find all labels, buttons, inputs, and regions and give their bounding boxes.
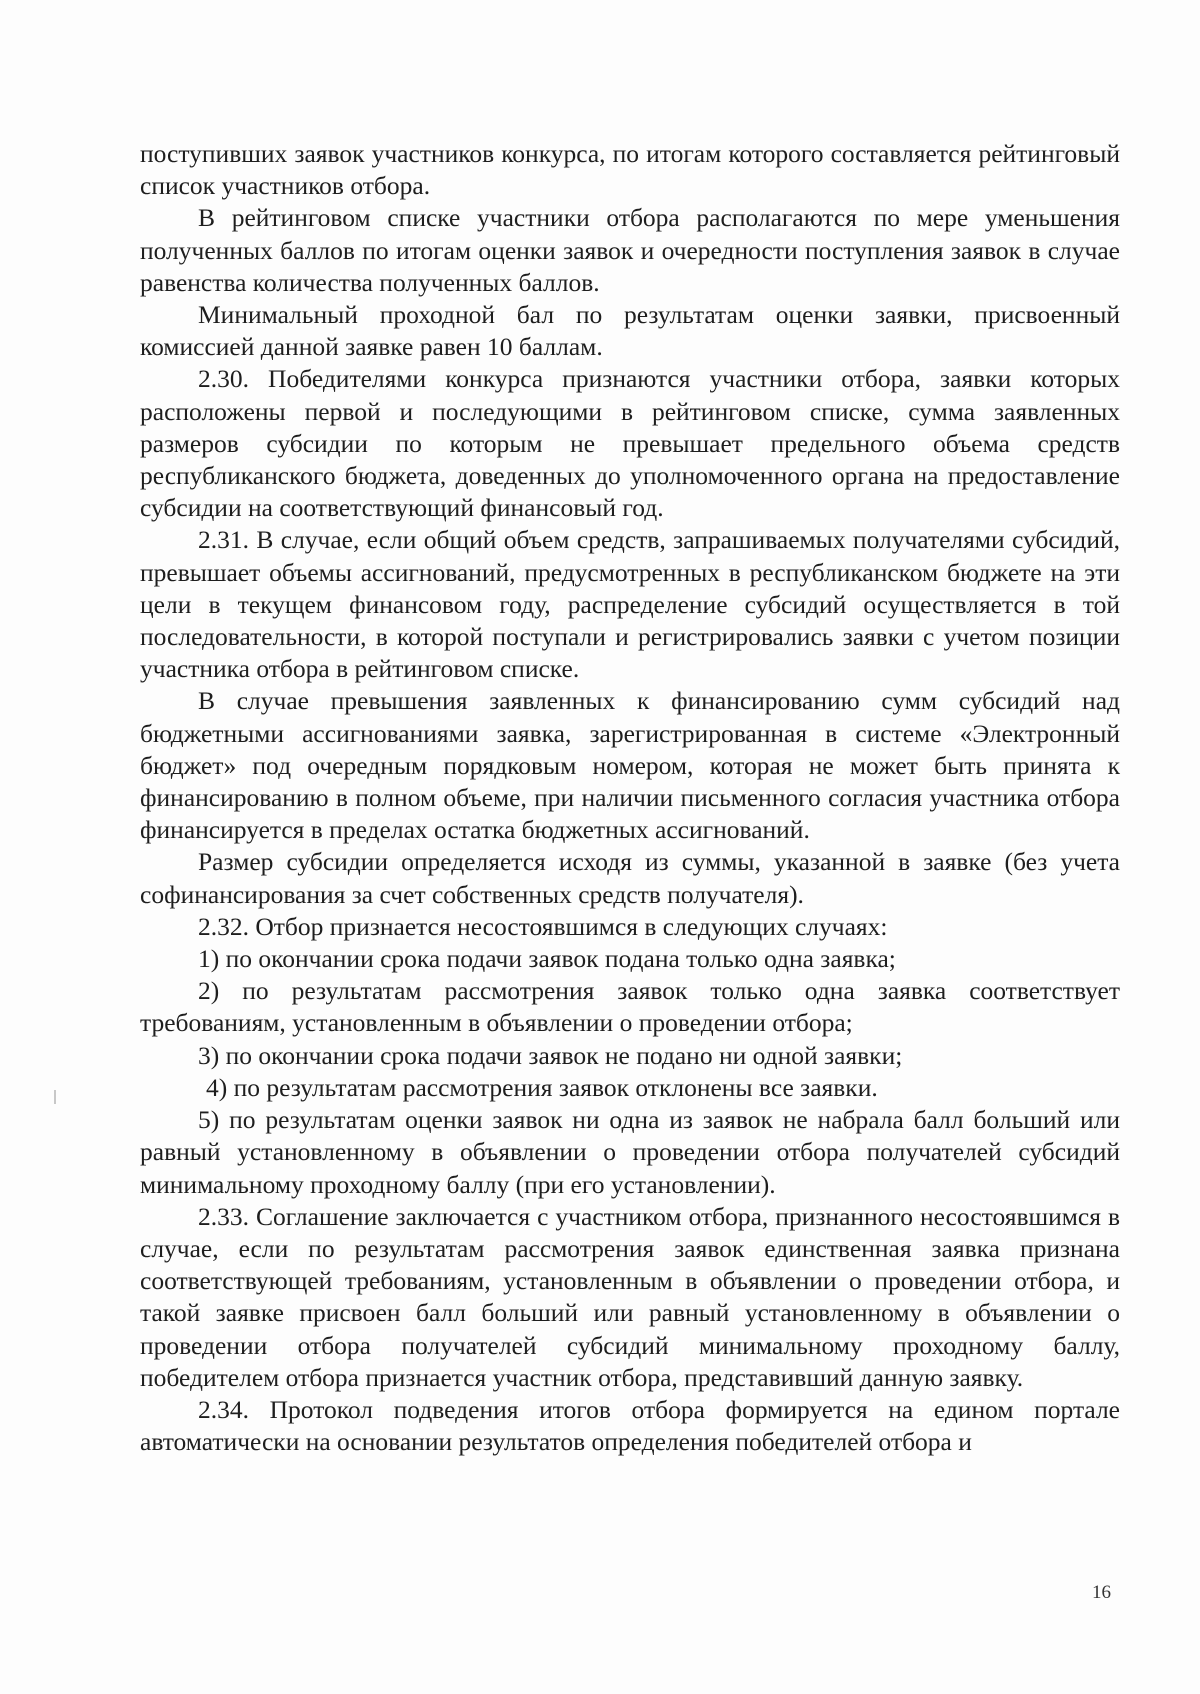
paragraph-2-33: 2.33. Соглашение заключается с участником отбора, признанного несостоявшимся в случае, если по результатам рассмотрения заявок единственная заявка признана соответствующей требованиям, установленным в объявлении о проведении отбора, и такой заявке присвоен балл больший или равный установленному в объявлении о проведении отбора получателей субсидий минимальному проходному баллу, победителем отбора признается участник отбора, представивший данную заявку. [140,1201,1120,1392]
paragraph-2-30: 2.30. Победителями конкурса признаются участники отбора, заявки которых расположены первой и последующими в рейтинговом списке, сумма заявленных размеров субсидии по которым не превышает предельного объема средств республиканского бюджета, доведенных до уполномоченного органа на предоставление субсидии на соответствующий финансовый год. [140,364,1120,523]
page-number: 16 [1092,1582,1111,1603]
list-item-4: 4) по результатам рассмотрения заявок отклонены все заявки. [206,1072,878,1102]
document-body [140,138,1120,1458]
paragraph-rating-order: В рейтинговом списке участники отбора располагаются по мере уменьшения полученных баллов по итогам оценки заявок и очередности поступления заявок в случае равенства количества полученных баллов. [140,203,1120,297]
list-item-3: 3) по окончании срока подачи заявок не подано ни одной заявки; [198,1040,903,1070]
paragraph-2-32: 2.32. Отбор признается несостоявшимся в следующих случаях: [198,911,888,941]
paragraph-2-31: 2.31. В случае, если общий объем средств, запрашиваемых получателями субсидий, превышает объемы ассигнований, предусмотренных в республиканском бюджете на эти цели в текущем финансовом году, распределение субсидий осуществляется в той последовательности, в которой поступали и регистрировались заявки с учетом позиции участника отбора в рейтинговом списке. [140,525,1120,684]
paragraph-minimum-score: Минимальный проходной бал по результатам оценки заявки, присвоенный комиссией данной заявке равен 10 баллам. [140,300,1120,362]
paragraph-continuation: поступивших заявок участников конкурса, по итогам которого составляется рейтинговый список участников отбора. [140,139,1120,201]
paragraph-subsidy-size: Размер субсидии определяется исходя из суммы, указанной в заявке (без учета софинансирования за счет собственных средств получателя). [140,847,1120,909]
list-item-5: 5) по результатам оценки заявок ни одна из заявок не набрала балл больший или равный установленному в объявлении о проведении отбора получателей субсидий минимальному проходному баллу (при его установлении). [140,1105,1120,1199]
paragraph-excess-funding: В случае превышения заявленных к финансированию сумм субсидий над бюджетными ассигнованиями заявка, зарегистрированная в системе «Электронный бюджет» под очередным порядковым номером, которая не может быть принята к финансированию в полном объеме, при наличии письменного согласия участника отбора финансируется в пределах остатка бюджетных ассигнований. [140,686,1120,845]
scan-artifact [54,1090,56,1104]
list-item-1: 1) по окончании срока подачи заявок подана только одна заявка; [198,944,896,974]
list-item-2: 2) по результатам рассмотрения заявок только одна заявка соответствует требованиям, установленным в объявлении о проведении отбора; [140,976,1120,1038]
paragraph-2-34: 2.34. Протокол подведения итогов отбора формируется на едином портале автоматически на основании результатов определения победителей отбора и [140,1394,1120,1457]
